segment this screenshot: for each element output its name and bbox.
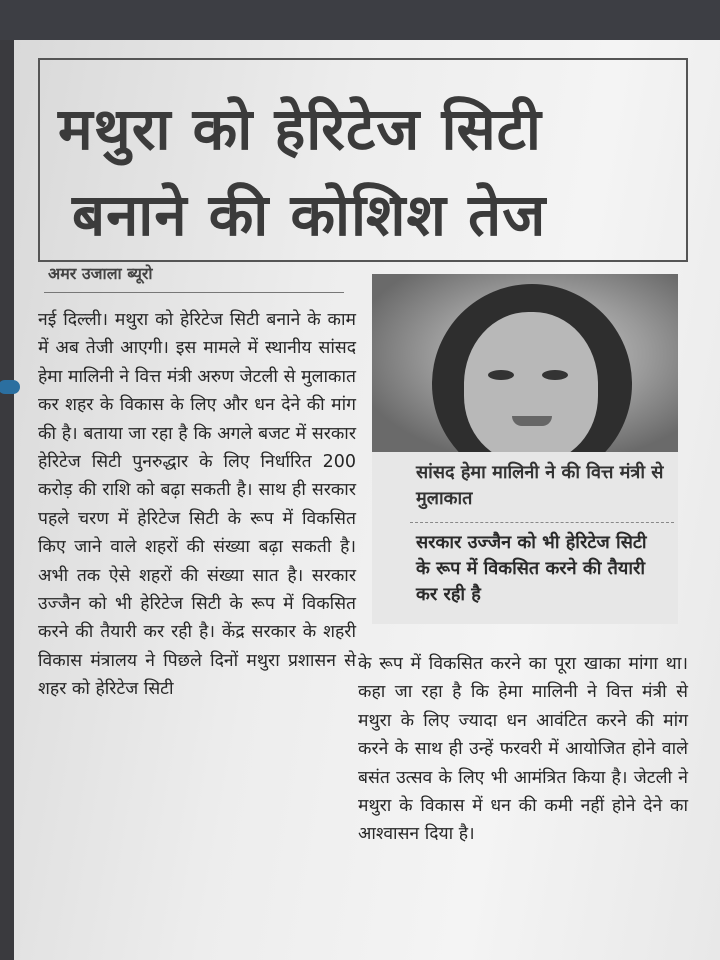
headline	[58, 86, 698, 258]
byline-rule	[44, 292, 344, 293]
byline: अमर उजाला ब्यूरो	[48, 264, 153, 283]
caption-divider	[410, 522, 674, 523]
portrait-photo	[372, 274, 678, 452]
background-top	[0, 0, 720, 40]
photo-caption: सांसद हेमा मालिनी ने की वित्त मंत्री से मुलाकात	[416, 462, 664, 509]
article-column-2: के रूप में विकसित करने का पूरा खाका मांगा था। कहा जा रहा है कि हेमा मालिनी ने वित्त मंत्री से मथुरा के लिए ज्यादा धन आवंटित करने की मांग करने के साथ ही उन्हें फरवरी में आयोजित होने वाले बसंत उत्सव के लिए भी आमंत्रित किया है। जेटली ने मथुरा के विकास में धन की कमी नहीं होने देने का आश्वासन दिया है।	[358, 654, 688, 845]
binder-hole	[0, 380, 20, 394]
pull-quote: सरकार उज्जैन को भी हेरिटेज सिटी के रूप में विकसित करने की तैयारी कर रही है	[416, 532, 647, 605]
headline-line-2: बनाने की कोशिश तेज	[72, 181, 547, 249]
headline-line-1: मथुरा को हेरिटेज सिटी	[58, 95, 542, 163]
article-column-1: नई दिल्ली। मथुरा को हेरिटेज सिटी बनाने के काम में अब तेजी आएगी। इस मामले में स्थानीय सांसद हेमा मालिनी ने वित्त मंत्री अरुण जेटली से मुलाकात कर शहर के विकास के लिए और धन देने की मांग की है। बताया जा रहा है कि अगले बजट में सरकार हेरिटेज सिटी पुनरुद्धार के लिए निर्धारित 200 करोड़ की राशि को बढ़ा सकती है। साथ ही सरकार पहले चरण में हेरिटेज सिटी के रूप में विकसित किए जाने वाले शहरों की संख्या बढ़ा सकती है। अभी तक ऐसे शहरों की संख्या सात है। सरकार उज्जैन को भी हेरिटेज सिटी के रूप में विकसित करने की तैयारी कर रही है। केंद्र सरकार के शहरी विकास मंत्रालय ने पिछले दिनों मथुरा प्रशासन से शहर को हेरिटेज सिटी	[38, 310, 356, 700]
